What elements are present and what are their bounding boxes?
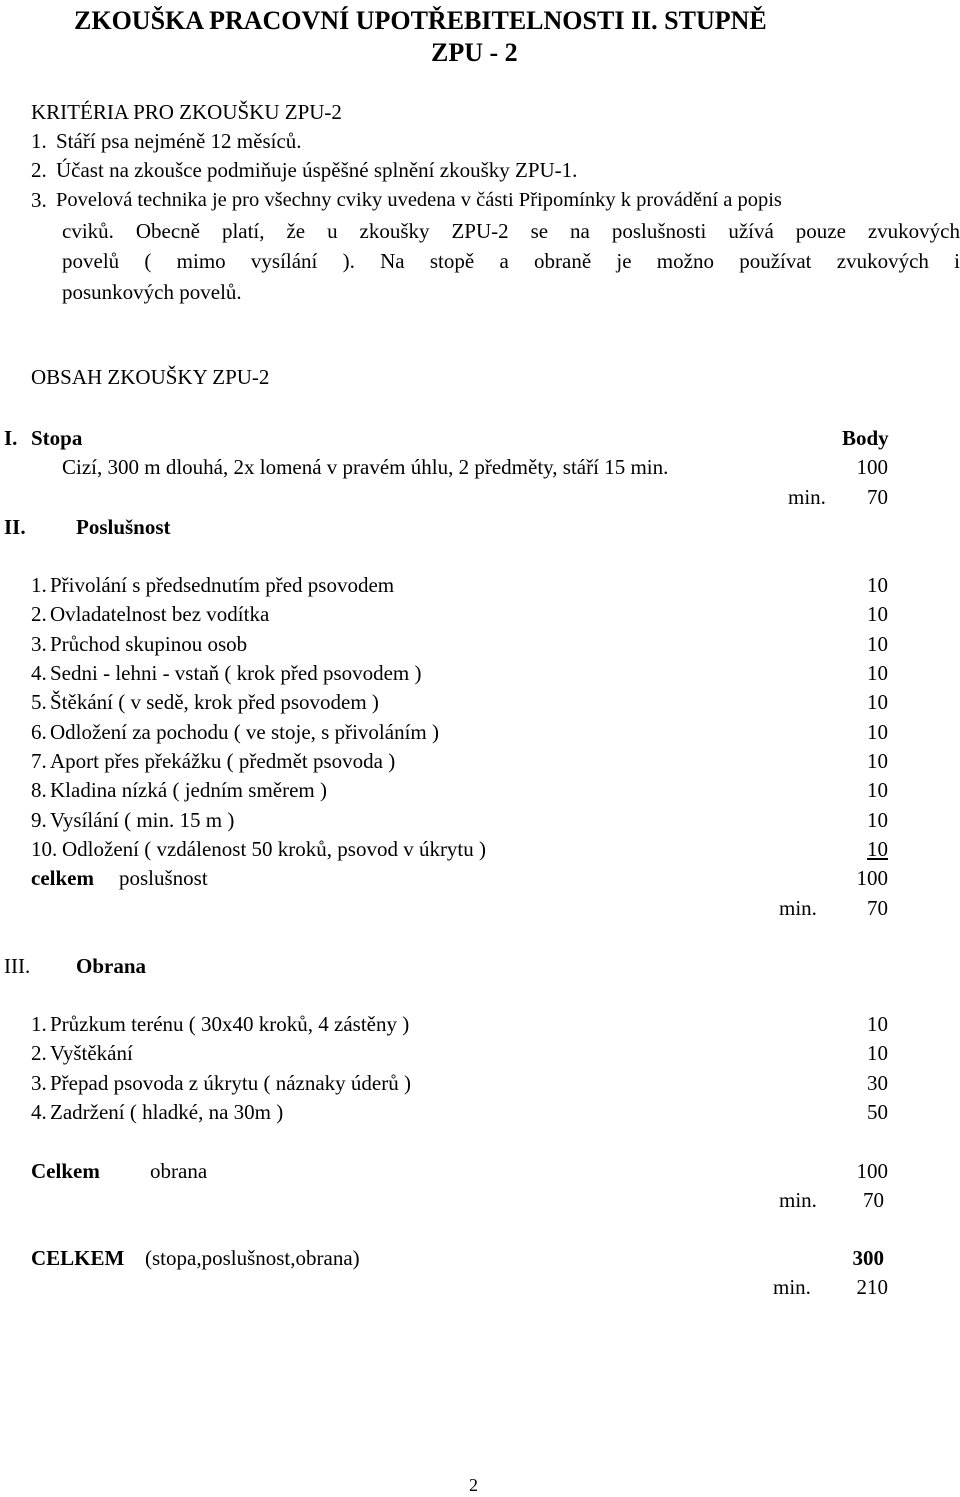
- list-item-text: Štěkání ( v sedě, krok před psovodem ): [50, 690, 379, 714]
- list-item-num: 6.: [31, 720, 47, 744]
- list-item-points: 10: [867, 1012, 888, 1036]
- list-item-text: Odložení ( vzdálenost 50 kroků, psovod v úkrytu ): [62, 837, 487, 861]
- section-title: Stopa: [31, 426, 83, 450]
- list-item-points: 50: [867, 1100, 888, 1124]
- min-label: min.: [788, 485, 826, 509]
- list-item-points: 10: [867, 690, 888, 714]
- list-item-points: 10: [867, 602, 888, 626]
- min-points: 70: [867, 896, 888, 920]
- list-item-text: Ovladatelnost bez vodítka: [50, 602, 270, 626]
- list-item-text: Aport přes překážku ( předmět psovoda ): [50, 749, 396, 773]
- criteria-item-num: 3.: [31, 188, 47, 212]
- section-points: 100: [856, 455, 888, 479]
- list-item-num: 1.: [31, 1012, 47, 1036]
- list-item-num: 3.: [31, 1071, 47, 1095]
- section-description: Cizí, 300 m dlouhá, 2x lomená v pravém úhlu, 2 předměty, stáří 15 min.: [62, 455, 669, 479]
- list-item-text: Sedni - lehni - vstaň ( krok před psovodem ): [50, 661, 422, 685]
- list-item-text: Zadržení ( hladké, na 30m ): [50, 1100, 284, 1124]
- list-item-num: 10.: [31, 837, 58, 861]
- section-roman: III.: [4, 954, 31, 978]
- min-label: min.: [773, 1275, 811, 1299]
- grand-total-text: (stopa,poslušnost,obrana): [145, 1246, 360, 1270]
- min-points: 70: [863, 1188, 884, 1212]
- section-total-points: 100: [856, 1159, 888, 1183]
- list-item-points: 10: [867, 720, 888, 744]
- list-item-text: Vysílání ( min. 15 m ): [50, 808, 235, 832]
- list-item-num: 2.: [31, 1041, 47, 1065]
- list-item-num: 8.: [31, 778, 47, 802]
- grand-total-points: 300: [852, 1246, 884, 1270]
- section-total-label: celkem: [31, 866, 94, 890]
- list-item-num: 9.: [31, 808, 47, 832]
- list-item-text: Průchod skupinou osob: [50, 632, 248, 656]
- list-item-text: Vyštěkání: [50, 1041, 133, 1065]
- list-item-text: Průzkum terénu ( 30x40 kroků, 4 zástěny ): [50, 1012, 410, 1036]
- criteria-item-text: cviků. Obecně platí, že u zkoušky ZPU-2 se na poslušnosti užívá pouze zvukových: [62, 219, 960, 243]
- criteria-item-text: Stáří psa nejméně 12 měsíců.: [56, 129, 302, 153]
- list-item-points: 10: [867, 1041, 888, 1065]
- criteria-item-text: posunkových povelů.: [62, 280, 242, 304]
- list-item-points: 10: [867, 808, 888, 832]
- list-item-text: Přivolání s předsednutím před psovodem: [50, 573, 395, 597]
- list-item-num: 1.: [31, 573, 47, 597]
- list-item-num: 4.: [31, 1100, 47, 1124]
- section-total-points: 100: [856, 866, 888, 890]
- section-total-label: Celkem: [31, 1159, 100, 1183]
- list-item-text: Přepad psovoda z úkrytu ( náznaky úderů ): [50, 1071, 411, 1095]
- section-total-text: poslušnost: [119, 866, 208, 890]
- section-title: Poslušnost: [76, 515, 171, 539]
- list-item-num: 3.: [31, 632, 47, 656]
- section-title: Obrana: [76, 954, 147, 978]
- list-item-points: 10: [867, 661, 888, 685]
- list-item-num: 7.: [31, 749, 47, 773]
- page-number: 2: [469, 1475, 478, 1495]
- list-item-points: 10: [867, 573, 888, 597]
- title-line-2: ZPU - 2: [431, 38, 518, 67]
- list-item-points: 30: [867, 1071, 888, 1095]
- content-heading: OBSAH ZKOUŠKY ZPU-2: [31, 365, 270, 389]
- section-roman: I.: [4, 426, 18, 450]
- section-roman: II.: [4, 515, 26, 539]
- list-item-num: 4.: [31, 661, 47, 685]
- list-item-points: 10: [867, 837, 888, 861]
- title-line-1: ZKOUŠKA PRACOVNÍ UPOTŘEBITELNOSTI II. STUPNĚ: [74, 6, 767, 35]
- list-item-points: 10: [867, 778, 888, 802]
- criteria-item-text: Účast na zkoušce podmiňuje úspěšné splnění zkoušky ZPU-1.: [56, 158, 578, 182]
- list-item-points: 10: [867, 749, 888, 773]
- points-column-header: Body: [842, 426, 889, 450]
- list-item-points: 10: [867, 632, 888, 656]
- criteria-item-text: povelů ( mimo vysílání ). Na stopě a obraně je možno používat zvukových i: [62, 249, 960, 273]
- list-item-text: Odložení za pochodu ( ve stoje, s přivoláním ): [50, 720, 439, 744]
- min-label: min.: [779, 1188, 817, 1212]
- grand-total-label: CELKEM: [31, 1246, 125, 1270]
- min-points: 210: [856, 1275, 888, 1299]
- list-item-text: Kladina nízká ( jedním směrem ): [50, 778, 327, 802]
- section-total-text: obrana: [150, 1159, 208, 1183]
- criteria-item-num: 2.: [31, 158, 47, 182]
- min-label: min.: [779, 896, 817, 920]
- criteria-item-num: 1.: [31, 129, 47, 153]
- criteria-item-text: Povelová technika je pro všechny cviky uvedena v části Připomínky k provádění a popis: [56, 189, 782, 211]
- list-item-num: 5.: [31, 690, 47, 714]
- criteria-heading: KRITÉRIA PRO ZKOUŠKU ZPU-2: [31, 100, 342, 124]
- list-item-num: 2.: [31, 602, 47, 626]
- min-points: 70: [867, 485, 888, 509]
